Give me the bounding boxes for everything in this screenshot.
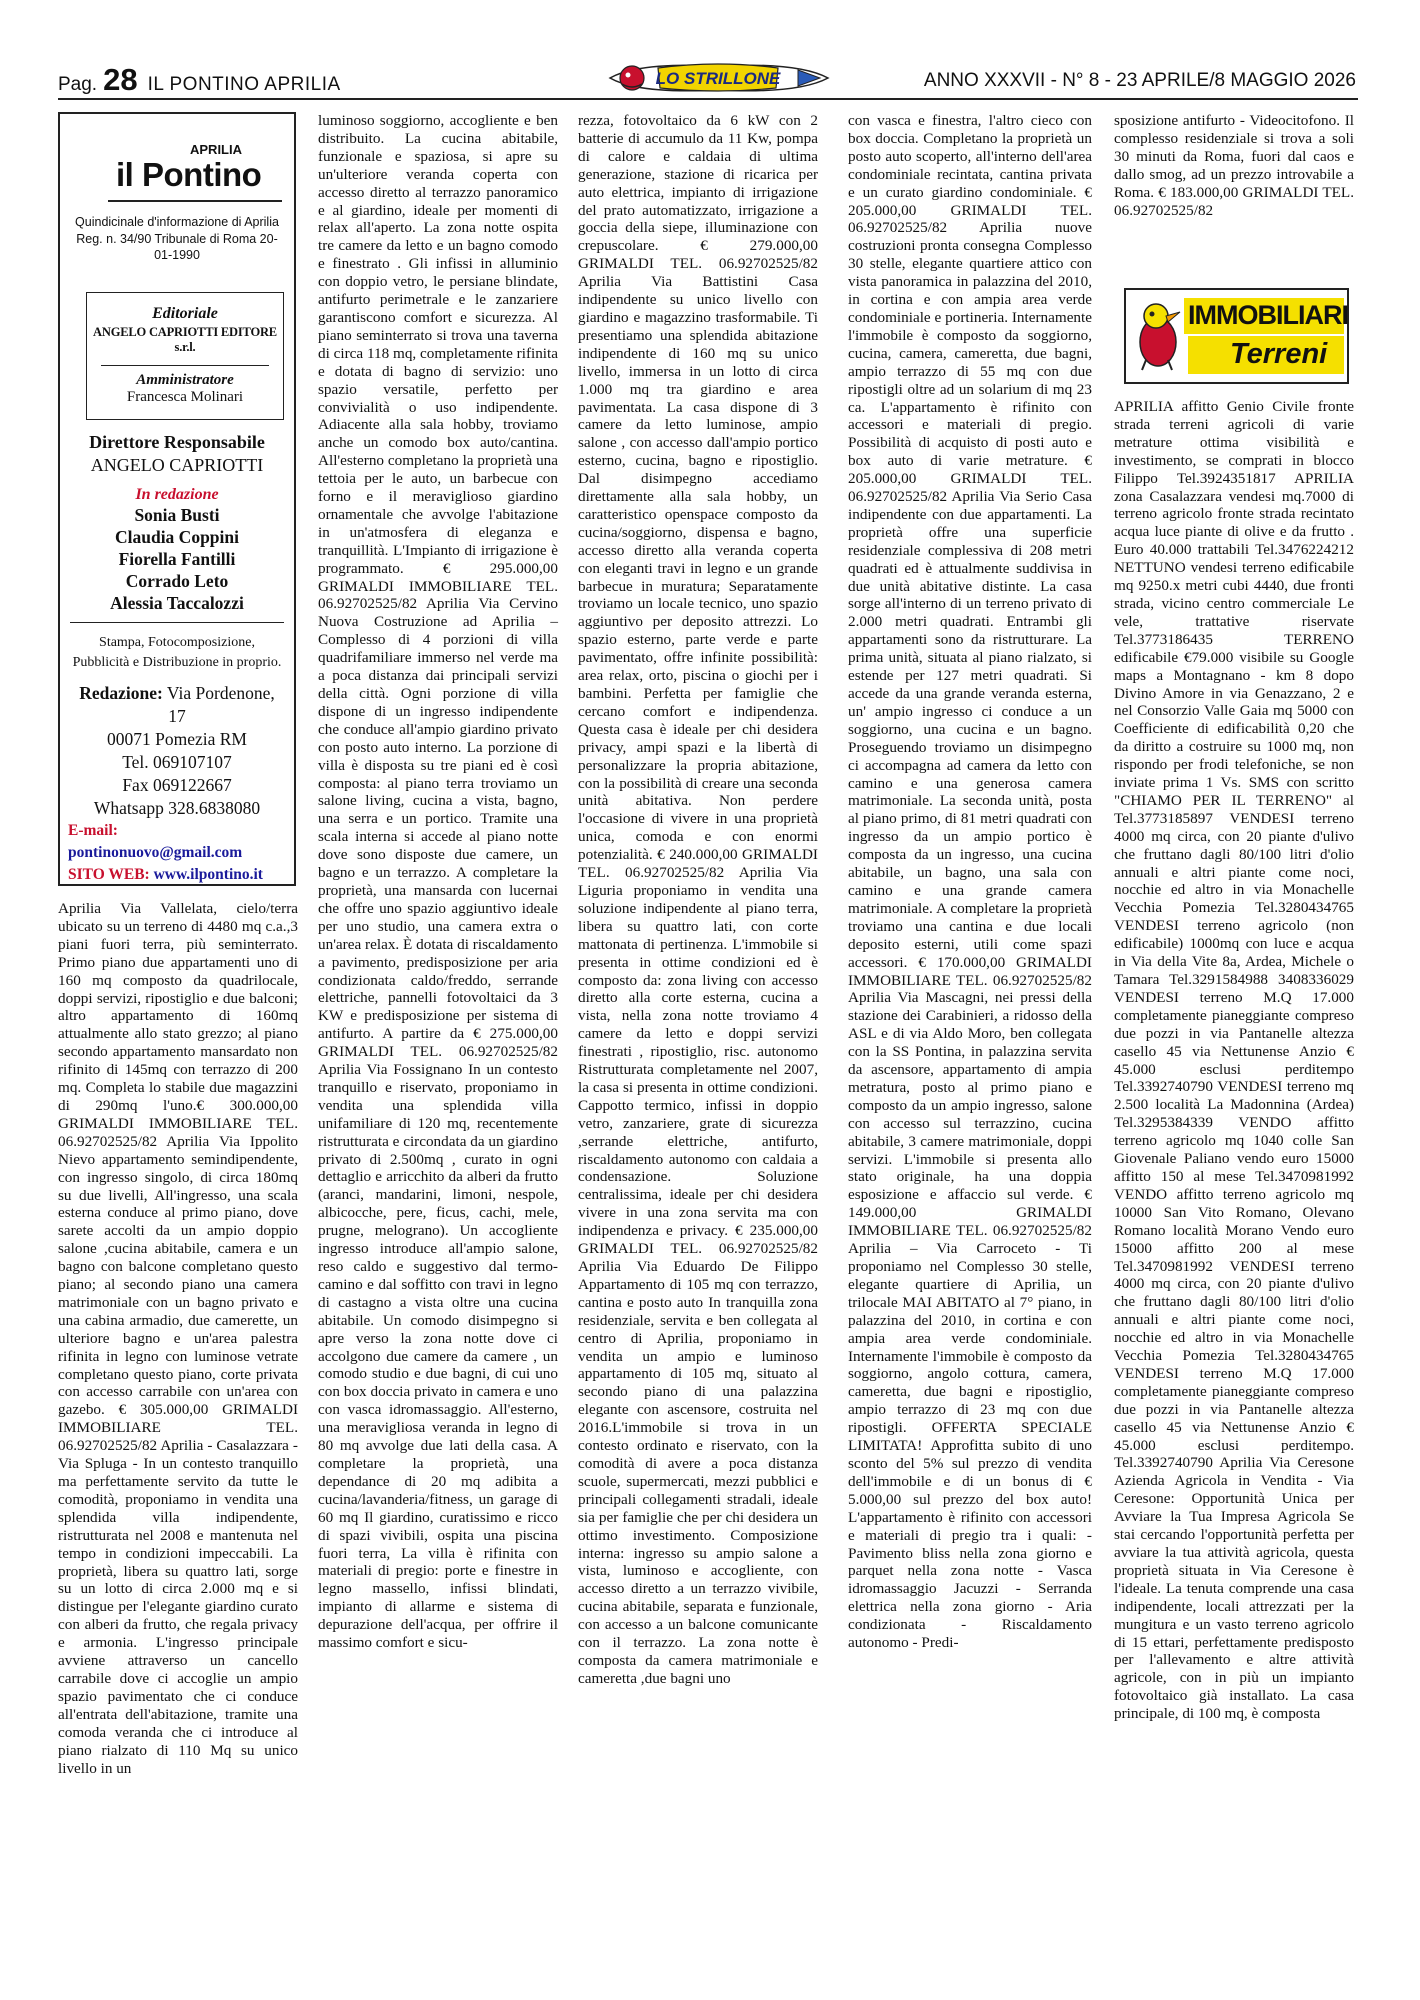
column-5-top — [1114, 112, 1354, 219]
editor-divider — [101, 365, 269, 366]
staff-member: Corrado Leto — [125, 571, 229, 591]
publication-title: IL PONTINO APRILIA — [147, 74, 341, 95]
address-line-1: Via Pordenone, 17 — [166, 683, 275, 726]
masthead-divider — [108, 200, 282, 202]
immobiliari-terreni-banner — [1124, 288, 1349, 384]
column-4 — [848, 112, 1092, 1652]
staff-list — [60, 504, 294, 614]
ads-text-column-1: Aprilia Via Vallelata, cielo/terra ubicato su un terreno di 4480 mq c.a.,3 piani fuori terra, più seminterrato. Primo piano due appartamenti uno di 160 mq composto da quadrilocale, doppi servizi, ripostiglio e due balconi; altro appartamento di 160mq attualmente allo stato grezzo; al piano secondo appartamento mansardato non rifinito di 145mq con terrazzo di 200 mq. Completa lo stabile due magazzini di 290mq l'uno.€ 300.000,00 GRIMALDI IMMOBILIARE TEL. 06.92702525/82 Aprilia Via Ippolito Nievo appartamento semindipendente, con ingresso singolo, di circa 180mq su due livelli, All'ingresso, una scala esterna conduce al primo piano, dove sarete accolti da un ampio doppio salone ,cucina abitabile, camera e un bagno con balcone completano questo piano; al secondo piano una camera matrimoniale con un bagno privato e una cabina armadio, due camerette, un ulteriore bagno e un'area palestra rifinita in legno con luminose vetrate completano questo piano, corte privata con accesso carrabile con un'area con gazebo. € 305.000,00 GRIMALDI IMMOBILIARE TEL. 06.92702525/82 Aprilia - Casalazzara - Via Spluga - In un contesto tranquillo ma perfettamente servito da tutte le comodità, proponiamo in vendita una splendida villa indipendente, ristrutturata nel 2008 e mantenuta nel tempo in condizioni impeccabili. La proprietà, libera su quattro lati, sorge su un lotto di circa 2.000 mq e si distingue per l'elegante giardino curato con alberi da frutto, che regala privacy e armonia. L'ingresso principale avviene attraverso un cancello carrabile dove ci accoglie un ampio spazio pavimentato che ci conduce all'entrata dell'abitazione, tramite una comoda veranda che ci introduce al piano rialzato di 110 Mq su unico livello in un — [58, 900, 298, 1777]
column-2 — [318, 112, 558, 1652]
ads-text-column-4: con vasca e finestra, l'altro cieco con box doccia. Completano la proprietà un posto auto scoperto, all'interno dell'area condominiale recintata, cantina privata e un curato giardino condominiale. € 205.000,00 GRIMALDI TEL. 06.92702525/82 Aprilia nuove costruzioni pronta consegna Complesso 30 stelle, elegante quartiere attico con vista panoramica in palazzina del 2010, in cortina e con ampia area verde condominiale e portineria. Internamente l'immobile è composto da soggiorno, cucina, camera, cameretta, due bagni, ampio terrazzo di 55 mq con due ripostigli oltre ad un solarium di mq 23 ca. L'appartamento è rifinito con accessori e materiali di pregio. Possibilità di acquisto di posti auto e box auto di varie metrature. € 205.000,00 GRIMALDI TEL. 06.92702525/82 Aprilia Via Serio Casa indipendente con due appartamenti. La proprietà offre una superficie residenziale complessiva di 208 metri quadrati ed è attualmente suddivisa in due unità abitative distinte. La casa sorge all'interno di un terreno privato di 2.000 metri quadrati. Entrambi gli appartamenti sono da ristrutturare. La prima unità, situata al piano rialzato, si estende per 127 metri quadrati. Si accede da una grande veranda esterna, un' ampio ingresso ci conduce a un soggiorno, una cucina e un bagno. Proseguendo troviamo un disimpegno ci accompagna ad camera da letto con camino e una generosa camera matrimoniale. La seconda unità, posta al piano primo, di 81 metri quadrati con ingresso da un ampio portico è composta da un ingresso, una cucina abitabile, un bagno, una sala con camino e una grande camera matrimoniale. A completare la proprietà troviamo una cantina e due locali deposito esterni, utili come spazi accessori. € 170.000,00 GRIMALDI IMMOBILIARE TEL. 06.92702525/82 Aprilia Via Mascagni, nei pressi della stazione dei Carabinieri, a ridosso della ASL e di via Aldo Moro, ben collegata con la SS Pontina, in palazzina servita da ascensore, appartamento di ampia metratura, posto al primo piano e composto da un ampio ingresso, salone con accesso sul terrazzino, cucina abitabile, 3 camere matrimoniale, doppi servizi. L'immobile si presenta allo stato originale, ha una doppia esposizione e affaccio sul verde. € 149.000,00 GRIMALDI IMMOBILIARE TEL. 06.92702525/82 Aprilia – Via Carroceto - Ti proponiamo nel Complesso 30 stelle, elegante quartiere di Aprilia, un trilocale MAI ABITATO al 7° piano, in palazzina del 2010, in cortina e con ampia area verde condominiale. Internamente l'immobile è composto da soggiorno, angolo cottura, camera, cameretta, due bagni e ripostiglio, ampio terrazzo di 23 mq con due ripostigli. OFFERTA SPECIALE LIMITATA! Approfitta subito di uno sconto del 5% sul prezzo di vendita dell'immobile e di un bonus di € 5.000,00 sul prezzo del box auto! L'appartamento è rifinito con accessori e materiali di pregio tra i quali: - Pavimento bliss nella zona giorno e parquet nella zona notte - Vasca idromassaggio Jacuzzi - Serranda elettrica nella zona giorno - Aria condizionata - Riscaldamento autonomo - Predi- — [848, 112, 1092, 1652]
ads-text-column-5-bottom: APRILIA affitto Genio Civile fronte strada terreni agricoli di varie metrature ottima visibilità e investimento, se comprati in blocco Filippo Tel.3924351817 APRILIA zona Casalazzara vendesi mq.7000 di terreno agricolo fronte strada recintato acqua luce piante di olive e da frutto . Euro 40.000 trattabili Tel.3476224212 NETTUNO vendesi terreno edificabile mq 9250.x metri cubi 4440, due fronti strada, vicino centro commerciale Le vele, trattative riservate Tel.3773186435 TERRENO edificabile €79.000 visibile su Google maps a Montagnano - km 8 dopo Divino Amore in via Genazzano, 2 e nel Consorzio Valle Gaia mq 5000 con Coefficiente di edificabilità 0,20 che da diritto a costruire su 1000 mq, non rispondo per frodi telefoniche, se non inviate prima 1 Vs. SMS con scritto "CHIAMO PER IL TERRENO" al Tel.3773185897 VENDESI terreno 4000 mq circa, con 20 piante d'ulivo che fruttano dagli 80/100 litri d'olio annuali e altri piante come noci, nocchie ed altro in via Monachelle Vecchia Pomezia Tel.3280434765 VENDESI terreno agricolo (non edificabile) 1000mq con luce e acqua in Via della Vite 8a, Ardea, Michele o Tamara Tel.3291584988 3408336029 VENDESI terreno M.Q 17.000 completamente pianeggiante compreso due pozzi in via Pantanelle altezza casello 45 via Nettunense Anzio € 45.000 esclusi perditempo Tel.3392740790 VENDESI terreno mq 2.500 località La Madonnina (Ardea) Tel.3295384339 VENDO affitto terreno agricolo mq 1040 colle San Giovenale Paliano vendo euro 15000 affitto 150 al mese Tel.3470981992 VENDO affitto terreno agricolo mq 10000 San Vito Romano, Olevano Romano località Morano Vendo euro 15000 affitto 200 al mese Tel.3470981992 VENDESI terreno 4000 mq circa, con 20 piante d'ulivo che fruttano dagli 80/100 litri d'olio annuali e altri piante come noci, nocchie ed altro in via Monachelle Vecchia Pomezia Tel.3280434765 VENDESI terreno M.Q 17.000 completamente pianeggiante compreso due pozzi in via Pantanelle altezza casello 45 via Nettunense Anzio € 45.000 esclusi perditempo. Tel.3392740790 Aprilia Via Ceresone Azienda Agricola in Vendita - Via Ceresone: Opportunità Unica per Avviare la Tua Impresa Agricola Se stai cercando l'opportunità perfetta per avviare la tua attività agricola, questa proprietà situata in Via Ceresone è l'ideale. La tenuta comprende una casa indipendente, locali attrezzati per la mungitura e un vasto terreno agricolo di 15 ettari, perfettamente predisposto per l'allevamento e altre attività agricole, con in più un impianto fotovoltaico già installato. La casa principale, di 100 mq, è composta — [1114, 398, 1354, 1723]
direttore-label: Direttore Responsabile — [89, 432, 265, 452]
ads-text-column-5-top: sposizione antifurto - Videocitofono. Il complesso residenziale si trova a soli 30 minuti da Roma, fuori dal caos e dallo smog, ad un prezzo introvabile a Roma. € 183.000,00 GRIMALDI TEL. 06.92702525/82 — [1114, 112, 1354, 219]
editore-name: ANGELO CAPRIOTTI EDITORE s.r.l. — [93, 325, 277, 354]
masthead-city: APRILIA — [190, 142, 242, 157]
staff-member: Claudia Coppini — [114, 527, 239, 547]
email-link[interactable]: pontinonuovo@gmail.com — [68, 844, 243, 861]
page-header-left — [58, 62, 341, 98]
contact-block — [68, 820, 290, 886]
mascot-icon — [1132, 300, 1184, 372]
column-3 — [578, 112, 818, 1688]
staff-member: Fiorella Fantilli — [118, 549, 236, 569]
address-line-2: 00071 Pomezia RM — [107, 729, 247, 749]
page-number: 28 — [103, 62, 138, 97]
website-label: SITO WEB: — [68, 866, 150, 883]
whatsapp: Whatsapp 328.6838080 — [93, 798, 261, 818]
direttore-block — [60, 432, 294, 614]
terreni-subtitle: Terreni — [1230, 338, 1328, 370]
logo-text: LO STRILLONE — [655, 69, 781, 88]
page-header — [58, 62, 1358, 96]
redazione-label: In redazione — [135, 486, 219, 503]
amministratore-label: Amministratore — [136, 372, 234, 388]
column-5-bottom — [1114, 398, 1354, 1723]
masthead-box — [58, 112, 296, 886]
redazione-address-label: Redazione: — [79, 683, 163, 703]
column-1 — [58, 900, 298, 1777]
fax: Fax 069122667 — [122, 775, 232, 795]
immobiliari-title: IMMOBILIARI — [1188, 300, 1348, 330]
telephone: Tel. 069107107 — [122, 752, 232, 772]
header-rule — [58, 98, 1358, 100]
issue-info: ANNO XXXVII - N° 8 - 23 APRILE/8 MAGGIO 2026 — [923, 70, 1356, 91]
page-label: Pag. — [58, 74, 98, 95]
direttore-name: ANGELO CAPRIOTTI — [90, 455, 264, 475]
email-label: E-mail: — [68, 822, 118, 839]
staff-member: Alessia Taccalozzi — [110, 593, 244, 613]
website-link[interactable]: www.ilpontino.it — [153, 866, 263, 883]
staff-member: Sonia Busti — [134, 505, 220, 525]
print-info: Stampa, Fotocomposizione, Pubblicità e Distribuzione in proprio. — [70, 622, 284, 673]
amministratore-name: Francesca Molinari — [126, 389, 244, 405]
lo-strillone-logo — [598, 60, 838, 96]
masthead-name: il Pontino — [116, 156, 262, 193]
masthead-subtitle: Quindicinale d'informazione di Aprilia Reg. n. 34/90 Tribunale di Roma 20-01-1990 — [75, 215, 279, 262]
redazione-address — [70, 682, 284, 820]
ads-text-column-3: rezza, fotovoltaico da 6 kW con 2 batterie di accumulo da 11 Kw, pompa di calore e caldaia di ultima generazione, stazione di ricarica per auto elettrica, impianto di irrigazione del prato automatizzato, irrigazione a goccia della siepe, illuminazione con crepuscolare. € 279.000,00 GRIMALDI TEL. 06.92702525/82 Aprilia Via Battistini Casa indipendente su unico livello con giardino e magazzino trasformabile. Ti presentiamo una splendida abitazione indipendente di 160 mq su unico livello, immersa in un lotto di circa 1.000 mq tra giardino e area pavimentata. La casa dispone di 3 camere da letto luminose, ampio salone , con accesso dall'ampio portico esterno, cucina, bagno e ripostiglio. Dal disimpegno accediamo direttamente alla sala hobby, un caratteristico openspace composto da cucina/soggiorno, dispensa e bagno, accesso diretto alla veranda coperta con eleganti travi in legno e un grande barbecue in muratura; Separatamente troviamo un locale tecnico, uno spazio aggiuntivo per deposito attrezzi. Lo spazio esterno, parte verde e parte pavimentato, offre infinite possibilità: area relax, orto, piscina o giochi per i bambini. Perfetta per famiglie che cercano comfort e indipendenza. Questa casa è ideale per chi desidera privacy, ampi spazi e la libertà di personalizzare la propria abitazione, con la possibilità di creare una seconda unità abitativa. Non perdere l'occasione di vivere in una proprietà unica, comoda e con enormi potenzialità. € 240.000,00 GRIMALDI TEL. 06.92702525/82 Aprilia Via Liguria proponiamo in vendita una soluzione indipendente al piano terra, libera su quattro lati, con corte mattonata di pertinenza. L'immobile si presenta in ottime condizioni ed è composto da: zona living con accesso diretto alla corte esterna, cucina a vista, nella zona notte troviamo 4 camere da letto e doppi servizi finestrati , ripostiglio, risc. autonomo Ristrutturata completamente nel 2007, la casa si presenta in ottime condizioni. Cappotto termico, infissi in doppio vetro, zanzariere, grate di sicurezza ,serrande elettriche, antifurto, riscaldamento autonomo con caldaia a condensazione. Soluzione centralissima, ideale per chi desidera vivere in una zona servita ma con indipendenza e privacy. € 235.000,00 GRIMALDI TEL. 06.92702525/82 Aprilia Via Eduardo De Filippo Appartamento di 105 mq con terrazzo, cantina e posto auto In tranquilla zona residenziale, servita e ben collegata al centro di Aprilia, proponiamo in vendita un ampio e luminoso appartamento di 105 mq, situato al secondo piano di una palazzina elegante con ascensore, costruita nel 2016.L'immobile si trova in un contesto ordinato e riservato, con la comodità di avere a poca distanza scuole, supermercati, mezzi pubblici e principali collegamenti stradali, ideale sia per famiglie che per chi desidera un ottimo investimento. Composizione interna: ingresso su ampio salone a vista, luminoso e accogliente, con accesso diretto a un terrazzo vivibile, cucina abitabile, separata e funzionale, con accesso a un balcone comunicante con il terrazzo. La zona notte è composta da camera matrimoniale e cameretta ,due bagni uno — [578, 112, 818, 1687]
editoriale-label: Editoriale — [152, 305, 218, 322]
ads-text-column-2: luminoso soggiorno, accogliente e ben distribuito. La cucina abitabile, funzionale e spaziosa, si apre su un'ulteriore veranda coperta con accesso diretto al terrazzo panoramico e al giardino, ideale per momenti di relax all'aperto. La zona notte ospita tre camere da letto e un bagno comodo e finestrato . Gli infissi in alluminio con doppio vetro, le persiane blindate, antifurto perimetrale e le zanzariere garantiscono comfort e sicurezza. Al piano seminterrato si trova una taverna di circa 118 mq, completamente rifinita e dotata di bagno di servizio: uno spazio versatile, perfetto per convivialità o uso indipendente. Adiacente alla sala hobby, troviamo anche un comodo box auto/cantina. All'esterno completano la proprietà una tettoia per le auto, un barbecue con forno e il meraviglioso giardino ornamentale che avvolge l'abitazione in un'atmosfera di eleganza e tranquillità. L'Impianto di irrigazione è programmato. € 295.000,00 GRIMALDI IMMOBILIARE TEL. 06.92702525/82 Aprilia Via Cervino Nuova Costruzione ad Aprilia – Complesso di 4 porzioni di villa quadrifamiliare immerso nel verde ma a poca distanza dai principali servizi della città. Ogni porzione di villa dispone di un ingresso indipendente che conduce all'ampio giardino privato con posto auto interno. La porzione di villa è disposta su tre piani ed è così composta: al piano terra troviamo un salone living, cucina a vista, bagno, una serra e un portico. Tramite una scala interna si accede al piano notte dove sono disposte due camere, un bagno e un terrazzo. A completare la proprietà, una mansarda con lucernai che offre uno spazio aggiuntivo ideale per uno studio, una camera extra o un'area relax. È dotata di riscaldamento a pavimento, predisposizione per aria condizionata caldo/freddo, serrande elettriche, pannelli fotovoltaici da 3 KW e predisposizione per sistema di antifurto. A partire da € 275.000,00 GRIMALDI TEL. 06.92702525/82 Aprilia Via Fossignano In un contesto tranquillo e riservato, proponiamo in vendita una splendida villa unifamiliare di 120 mq, recentemente ristrutturata e circondata da un giardino privato di 2.500mq , curato in ogni dettaglio e arricchito da alberi da frutto (aranci, mandarini, limoni, nespole, albicocche, pere, ficus, cachi, mele, prugne, melograno). Un accogliente ingresso introduce all'ampio salone, reso caldo e suggestivo dal termo-camino e dal soffitto con travi in legno di castagno a vista oltre una cucina abitabile. Un comodo disimpegno si apre verso la zona notte dove ci accolgono due camere da camere , un comodo studio e due bagni, di cui uno con box doccia privato in camera e uno con vasca idromassaggio. All'esterno, una meravigliosa veranda in legno di 80 mq avvolge due lati della casa. A completare la proprietà, una dependance di 20 mq adibita a cucina/lavanderia/fitness, un garage di 60 mq Il giardino, curatissimo e ricco di spazi vivibili, ospita una piscina fuori terra, La villa è rifinita con materiali di pregio: porte e finestre in legno massello, infissi blindati, impianto di allarme e sistema di depurazione dell'acqua, per offrire il massimo comfort e sicu- — [318, 112, 558, 1652]
editor-box — [86, 292, 284, 420]
